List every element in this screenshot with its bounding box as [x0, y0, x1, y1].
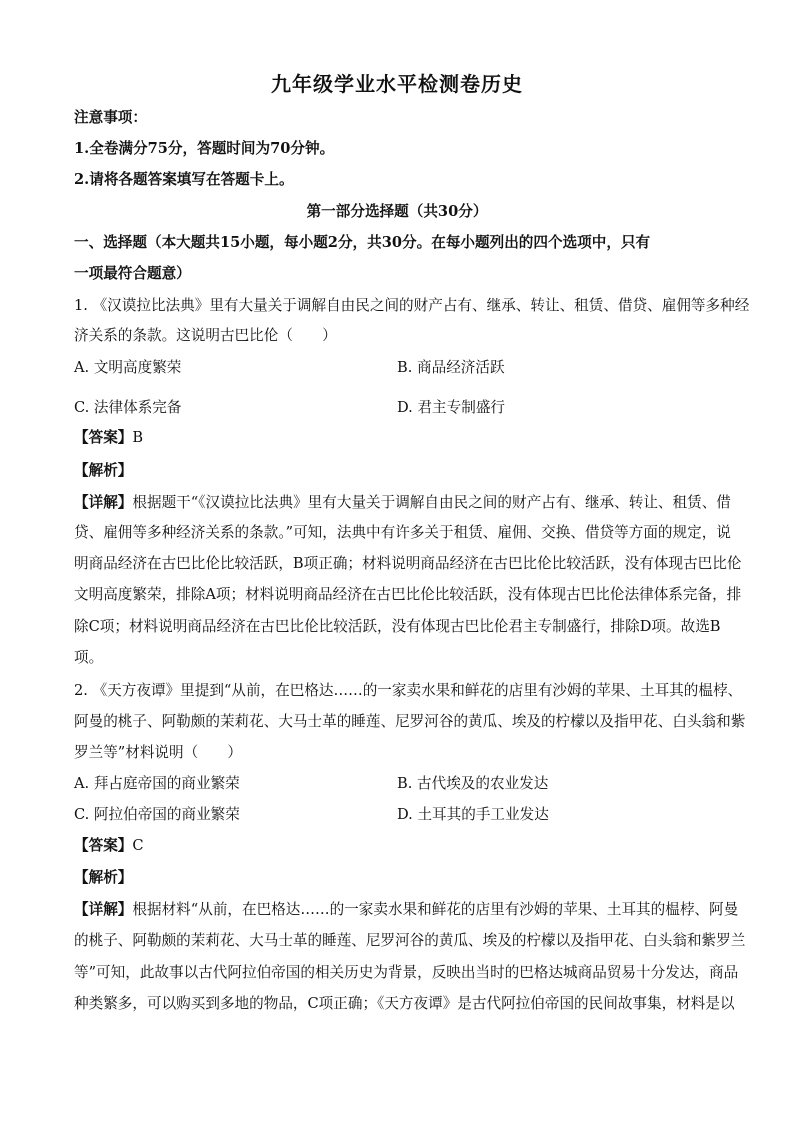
q2-answer-value: C [132, 837, 144, 854]
notice-item-1: 1.全卷满分75分，答题时间为70分钟。 [74, 140, 335, 157]
q1-option-d: D. 君主专制盛行 [397, 399, 506, 416]
q2-detail-line-4: 种类繁多，可以购买到多地的物品，C项正确；《天方夜谭》是古代阿拉伯帝国的民间故事集，材料是以 [74, 995, 735, 1012]
q2-stem-line-3: 罗兰等”材料说明（ ） [74, 744, 242, 761]
section-heading-line-1: 一、选择题（本大题共15小题，每小题2分，共30分。在每小题列出的四个选项中，只有 [74, 234, 651, 251]
q2-detail-tag: 【详解】 [74, 901, 133, 918]
q2-detail-line-1 [74, 900, 739, 920]
q2-option-a: A. 拜占庭帝国的商业繁荣 [74, 775, 240, 792]
notice-item-2: 2.请将各题答案填写在答题卡上。 [74, 171, 294, 188]
q1-detail-line-1 [74, 493, 731, 513]
q1-stem-line-2: 济关系的条款。这说明古巴比伦（ ） [74, 327, 337, 344]
q1-option-a: A. 文明高度繁荣 [74, 359, 182, 376]
q1-detail-line-5: 除C项；材料说明商品经济在古巴比伦比较活跃，没有体现古巴比伦君主专制盛行，排除D项。故选B [74, 618, 721, 635]
q1-stem-line-1: 1. 《汉谟拉比法典》里有大量关于调解自由民之间的财产占有、继承、转让、租赁、借贷、雇佣等多种经 [74, 297, 750, 314]
notice-heading: 注意事项： [74, 109, 147, 126]
q1-detail-line-3: 明商品经济在古巴比伦比较活跃，B项正确；材料说明商品经济在古巴比伦比较活跃，没有体现古巴比伦 [74, 555, 742, 572]
q2-detail-line-2: 的桃子、阿勒颇的茉莉花、大马士革的睡莲、尼罗河谷的黄瓜、埃及的柠檬以及指甲花、白头翁和紫罗兰 [74, 932, 746, 949]
q2-stem-line-2: 阿曼的桃子、阿勒颇的茉莉花、大马士革的睡莲、尼罗河谷的黄瓜、埃及的柠檬以及指甲花、白头翁和紫 [74, 713, 746, 730]
q1-option-c: C. 法律体系完备 [74, 399, 182, 416]
q2-option-d: D. 土耳其的手工业发达 [397, 806, 549, 823]
q2-stem-line-1: 2. 《天方夜谭》里提到“从前，在巴格达……的一家卖水果和鲜花的店里有沙姆的苹果、土耳其的榅桲、 [74, 682, 743, 699]
section-heading-line-2: 一项最符合题意） [74, 265, 191, 282]
q1-detail-tag: 【详解】 [74, 494, 133, 511]
q1-answer-value: B [132, 429, 144, 446]
q2-answer-tag: 【答案】 [74, 837, 133, 854]
q2-option-b: B. 古代埃及的农业发达 [397, 775, 549, 792]
q1-answer-tag: 【答案】 [74, 429, 133, 446]
q1-detail-line-2: 贷、雇佣等多种经济关系的条款。”可知，法典中有许多关于租赁、雇佣、交换、借贷等方面的规定，说 [74, 524, 731, 541]
q2-option-c: C. 阿拉伯帝国的商业繁荣 [74, 806, 240, 823]
q1-answer [74, 428, 724, 448]
q1-detail-line-6: 项。 [74, 649, 104, 666]
q2-analysis-tag: 【解析】 [74, 869, 133, 886]
q2-detail-line-3: 等”可知，此故事以古代阿拉伯帝国的相关历史为背景，反映出当时的巴格达城商品贸易十分发达，商品 [74, 964, 739, 981]
q1-detail-text-1: 根据题干“《汉谟拉比法典》里有大量关于调解自由民之间的财产占有、继承、转让、租赁、借 [132, 494, 731, 511]
q1-analysis-tag: 【解析】 [74, 462, 133, 479]
q1-detail-line-4: 文明高度繁荣，排除A项；材料说明商品经济在古巴比伦比较活跃，没有体现古巴比伦法律体系完备，排 [74, 586, 742, 603]
q1-option-b: B. 商品经济活跃 [397, 359, 505, 376]
page-title: 九年级学业水平检测卷历史 [271, 72, 523, 96]
q2-detail-text-1: 根据材料“从前，在巴格达……的一家卖水果和鲜花的店里有沙姆的苹果、土耳其的榅桲、阿曼 [132, 901, 739, 918]
q2-answer [74, 836, 724, 856]
part-title: 第一部分选择题（共30分） [306, 203, 488, 220]
